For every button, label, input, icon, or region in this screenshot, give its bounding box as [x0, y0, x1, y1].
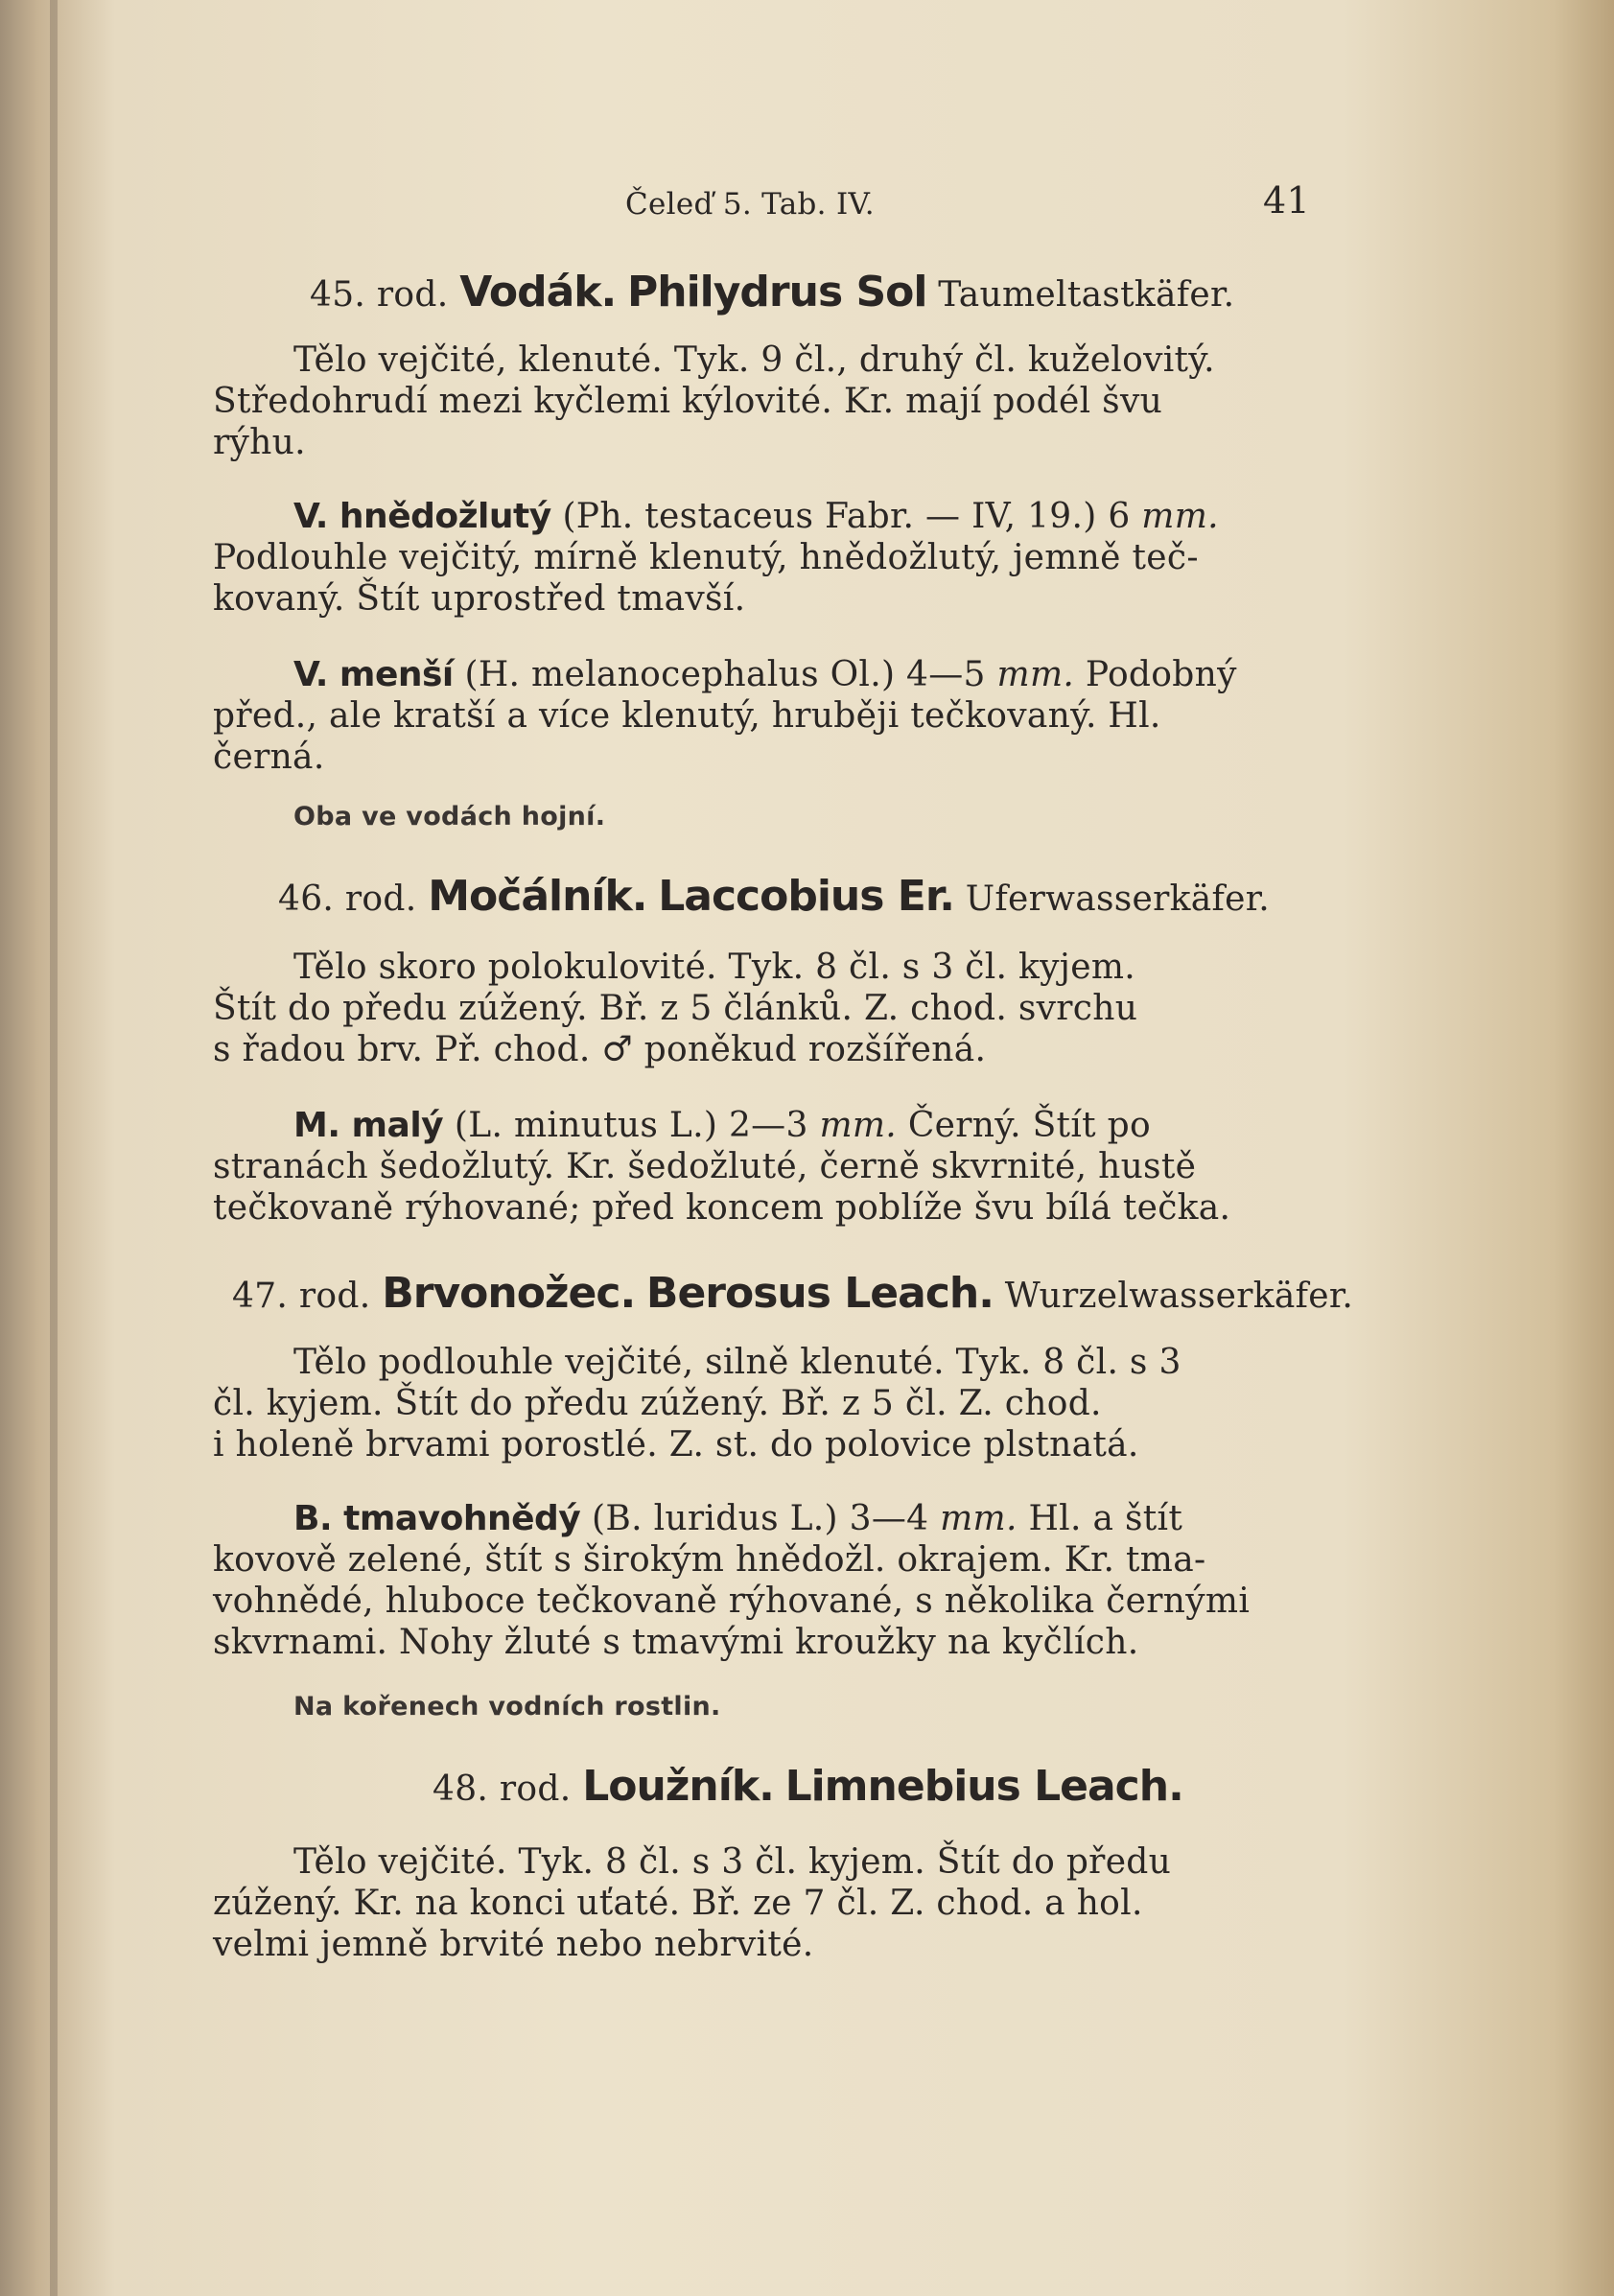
- species-text: před., ale kratší a více klenutý, hruběji tečkovaný. Hl.: [213, 696, 1161, 736]
- species-after: Podobný: [1085, 655, 1237, 694]
- species-line: [293, 1498, 1182, 1540]
- species-after: Hl. a štít: [1028, 1499, 1183, 1538]
- species-text: Podlouhle vejčitý, mírně klenutý, hnědožlutý, jemně teč-: [213, 538, 1199, 577]
- habitat-note: Na kořenech vodních rostlin.: [293, 1692, 721, 1722]
- genus-number: 45. rod.: [310, 275, 449, 315]
- species-text: vohnědé, hluboce tečkovaně rýhované, s několika černými: [213, 1581, 1251, 1621]
- species-line: [293, 654, 1237, 696]
- species-name: V. hnědožlutý: [293, 497, 551, 536]
- genus-heading: [433, 1762, 1183, 1811]
- species-line: [293, 1105, 1151, 1147]
- species-latin: (Ph. testaceus Fabr. — IV, 19.) 6: [562, 497, 1131, 536]
- habitat-note: Oba ve vodách hojní.: [293, 802, 606, 832]
- species-text: stranách šedožlutý. Kr. šedožluté, černě skvrnité, hustě: [213, 1147, 1197, 1186]
- species-latin: (H. melanocephalus Ol.) 4—5: [464, 655, 986, 694]
- desc-line: zúžený. Kr. na konci uťaté. Bř. ze 7 čl. Z. chod. a hol.: [213, 1884, 1143, 1923]
- desc-line: i holeně brvami porostlé. Z. st. do polovice plstnatá.: [213, 1425, 1139, 1464]
- desc-line: rýhu.: [213, 423, 306, 462]
- genus-czech-name: Loužník.: [582, 1762, 774, 1811]
- genus-heading: [310, 268, 1235, 316]
- genus-number: 47. rod.: [232, 1277, 371, 1316]
- genus-latin-name: Laccobius Er.: [658, 872, 954, 921]
- species-unit: mm.: [1141, 497, 1219, 536]
- desc-line: Tělo vejčité. Tyk. 8 čl. s 3 čl. kyjem. Štít do předu: [293, 1842, 1172, 1882]
- species-name: B. tmavohnědý: [293, 1499, 581, 1538]
- species-unit: mm.: [819, 1106, 898, 1145]
- genus-german-name: Wurzelwasserkäfer.: [1004, 1277, 1354, 1316]
- species-text: černá.: [213, 738, 325, 777]
- species-name: V. menší: [293, 655, 454, 694]
- species-text: skvrnami. Nohy žluté s tmavými kroužky na kyčlích.: [213, 1623, 1139, 1662]
- species-latin: (B. luridus L.) 3—4: [592, 1499, 929, 1538]
- running-title: Čeleď 5. Tab. IV.: [625, 187, 875, 222]
- genus-number: 46. rod.: [278, 879, 417, 919]
- genus-german-name: Taumeltastkäfer.: [938, 275, 1235, 315]
- species-text: kovaný. Štít uprostřed tmavší.: [213, 579, 746, 619]
- species-text: kovově zelené, štít s širokým hnědožl. okrajem. Kr. tma-: [213, 1540, 1206, 1580]
- genus-latin-name: Philydrus Sol: [627, 268, 927, 316]
- page-number: 41: [1263, 179, 1310, 222]
- genus-czech-name: Močálník.: [428, 872, 647, 921]
- desc-line: Středohrudí mezi kyčlemi kýlovité. Kr. mají podél švu: [213, 382, 1163, 421]
- species-unit: mm.: [996, 655, 1075, 694]
- desc-line: velmi jemně brvité nebo nebrvité.: [213, 1925, 814, 1964]
- desc-line: čl. kyjem. Štít do předu zúžený. Bř. z 5 čl. Z. chod.: [213, 1384, 1102, 1423]
- species-latin: (L. minutus L.) 2—3: [454, 1106, 808, 1145]
- genus-heading: [278, 872, 1271, 921]
- genus-latin-name: Berosus Leach.: [645, 1269, 994, 1318]
- species-text: tečkovaně rýhované; před koncem poblíže švu bílá tečka.: [213, 1188, 1231, 1228]
- desc-line: Tělo vejčité, klenuté. Tyk. 9 čl., druhý čl. kuželovitý.: [293, 340, 1215, 380]
- species-line: [293, 496, 1219, 538]
- genus-czech-name: Brvonožec.: [382, 1269, 636, 1318]
- desc-line: Štít do předu zúžený. Bř. z 5 článků. Z. chod. svrchu: [213, 989, 1138, 1028]
- species-unit: mm.: [940, 1499, 1018, 1538]
- genus-heading: [232, 1269, 1354, 1318]
- desc-line: Tělo skoro polokulovité. Tyk. 8 čl. s 3 čl. kyjem.: [293, 948, 1136, 987]
- genus-german-name: Uferwasserkäfer.: [965, 879, 1271, 919]
- desc-line: s řadou brv. Př. chod. ♂ poněkud rozšířená.: [213, 1030, 987, 1069]
- desc-line: Tělo podlouhle vejčité, silně klenuté. Tyk. 8 čl. s 3: [293, 1343, 1181, 1382]
- species-after: Černý. Štít po: [907, 1106, 1151, 1145]
- binding-shadow: [50, 0, 58, 2296]
- genus-czech-name: Vodák.: [459, 268, 617, 316]
- species-name: M. malý: [293, 1106, 444, 1145]
- genus-latin-name: Limnebius Leach.: [784, 1762, 1183, 1811]
- genus-number: 48. rod.: [433, 1769, 572, 1809]
